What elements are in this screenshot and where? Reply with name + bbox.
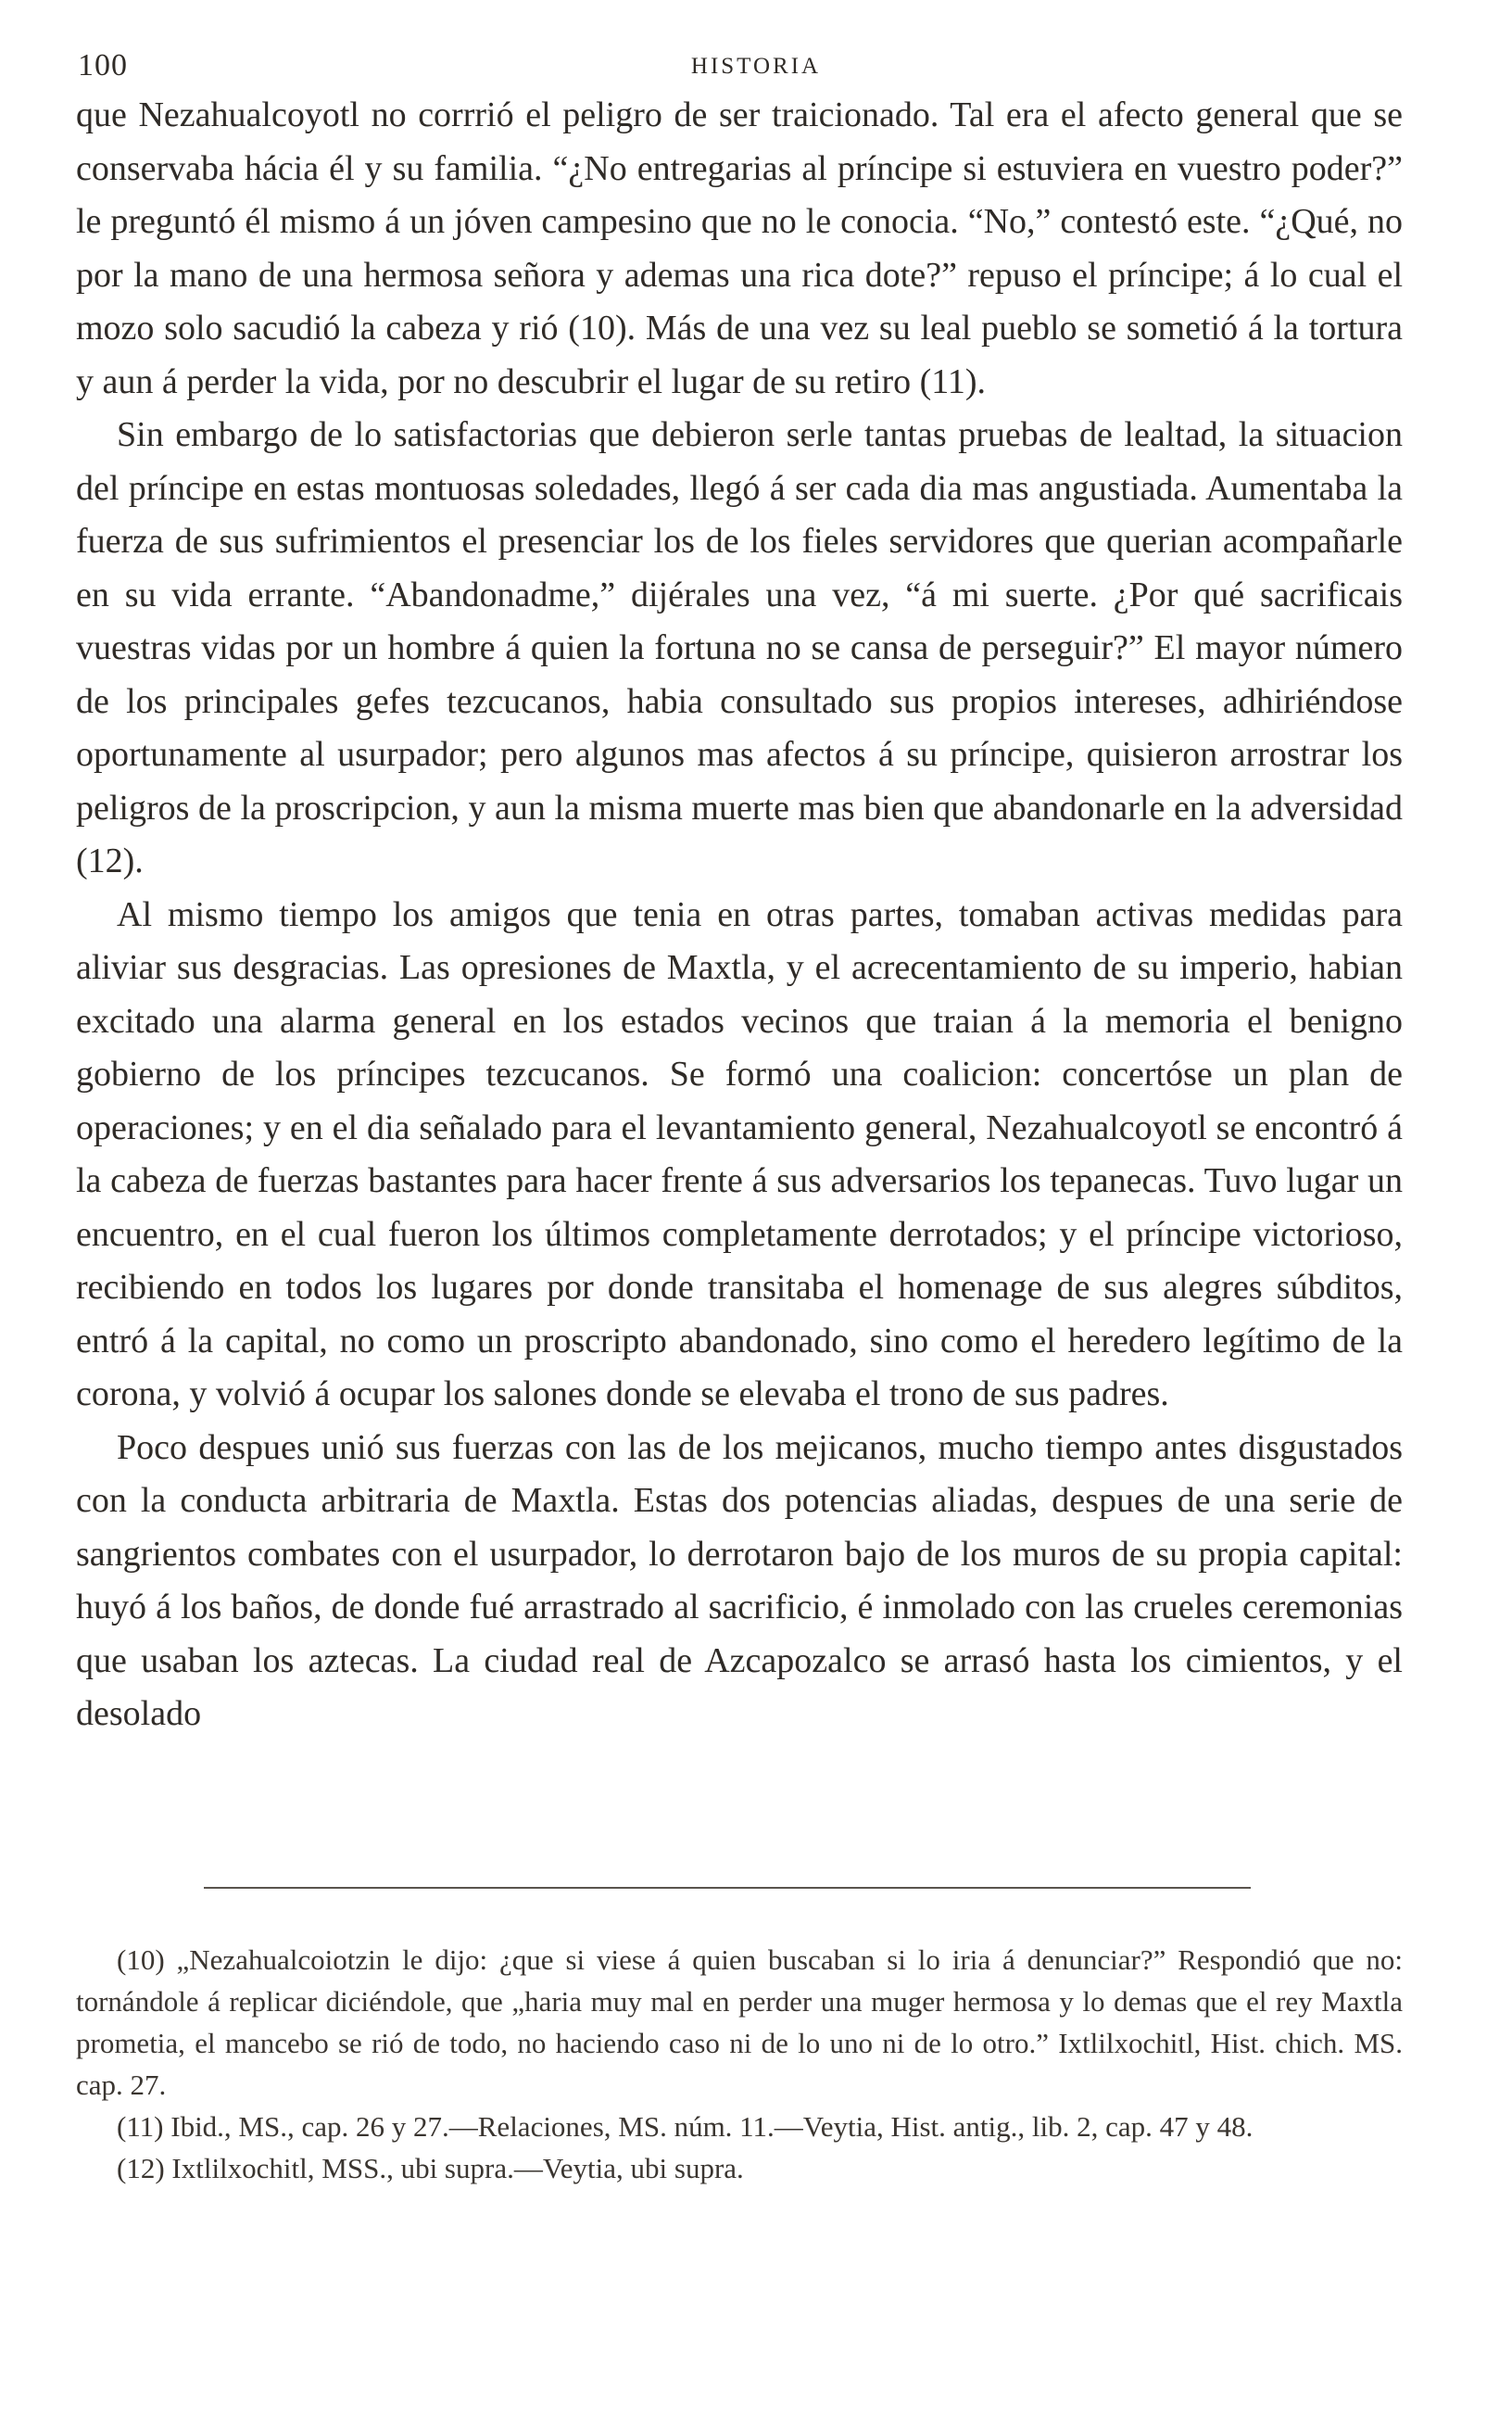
- paragraph: Poco despues unió sus fuerzas con las de los mejicanos, mucho tiempo antes disgustados con la conducta arbitraria de Maxtla. Estas dos potencias aliadas, despues de una serie de sangrientos combates con el usurpador, lo derrotaron bajo de los muros de su propia capital: huyó á los baños, de donde fué arrastrado al sacrificio, é inmolado con las crueles ceremonias que usaban los aztecas. La ciudad real de Azcapozalco se arrasó hasta los cimientos, y el desolado: [76, 1427, 1403, 1733]
- running-title: HISTORIA: [690, 54, 822, 79]
- page-number: 100: [78, 48, 128, 82]
- paragraph: Sin embargo de lo satisfactorias que debieron serle tantas pruebas de lealtad, la situacion del príncipe en estas montuosas soledades, llegó á ser cada dia mas angustiada. Aumentaba la fuerza de sus sufrimientos el presenciar los de los fieles servidores que querian acompañarle en su vida errante. “Abandonadme,” dijérales una vez, “á mi suerte. ¿Por qué sacrificais vuestras vidas por un hombre á quien la fortuna no se cansa de perseguir?” El mayor número de los principales gefes tezcucanos, habia consultado sus propios intereses, adhiriéndose oportunamente al usurpador; pero algunos mas afectos á su príncipe, quisieron arrostrar los peligros de la proscripcion, y aun la misma muerte mas bien que abandonarle en la adversidad (12).: [76, 415, 1403, 880]
- footnotes: [76, 1939, 1403, 2189]
- paragraph-continued: que Nezahualcoyotl no corrrió el peligro de ser traicionado. Tal era el afecto general que se conservaba hácia él y su familia. “¿No entregarias al príncipe si estuviera en vuestro poder?” le preguntó él mismo á un jóven campesino que no le conocia. “No,” contestó este. “¿Qué, no por la mano de una hermosa señora y ademas una rica dote?” repuso el príncipe; á lo cual el mozo solo sacudió la cabeza y rió (10). Más de una vez su leal pueblo se sometió á la tortura y aun á perder la vida, por no descubrir el lugar de su retiro (11).: [76, 95, 1403, 401]
- paragraph: Al mismo tiempo los amigos que tenia en otras partes, tomaban activas medidas para aliviar sus desgracias. Las opresiones de Maxtla, y el acrecentamiento de su imperio, habian excitado una alarma general en los estados vecinos que traian á la memoria el benigno gobierno de los príncipes tezcucanos. Se formó una coalicion: concertóse un plan de operaciones; y en el dia señalado para el levantamiento general, Nezahualcoyotl se encontró á la cabeza de fuerzas bastantes para hacer frente á sus adversarios los tepanecas. Tuvo lugar un encuentro, en el cual fueron los últimos completamente derrotados; y el príncipe victorioso, recibiendo en todos los lugares por donde transitaba el homenage de sus alegres súbditos, entró á la capital, no como un proscripto abandonado, sino como el heredero legítimo de la corona, y volvió á ocupar los salones donde se elevaba el trono de sus padres.: [76, 894, 1403, 1413]
- footnote-12: (12) Ixtlilxochitl, MSS., ubi supra.—Veytia, ubi supra.: [117, 2152, 744, 2184]
- footnote-11: (11) Ibid., MS., cap. 26 y 27.—Relaciones, MS. núm. 11.—Veytia, Hist. antig., lib. 2, cap. 47 y 48.: [117, 2110, 1254, 2143]
- footnote-10: (10) „Nezahualcoiotzin le dijo: ¿que si viese á quien buscaban si lo iria á denunciar?” Respondió que no: tornándole á replicar diciéndole, que „haria muy mal en perder una muger hermosa y lo demas que el rey Maxtla prometia, el mancebo se rió de todo, no haciendo caso ni de lo uno ni de lo otro.” Ixtlilxochitl, Hist. chich. MS. cap. 27.: [76, 1943, 1403, 2101]
- body-text: [76, 89, 1403, 1741]
- running-head: [78, 41, 1434, 87]
- footnote-divider: [204, 1887, 1251, 1889]
